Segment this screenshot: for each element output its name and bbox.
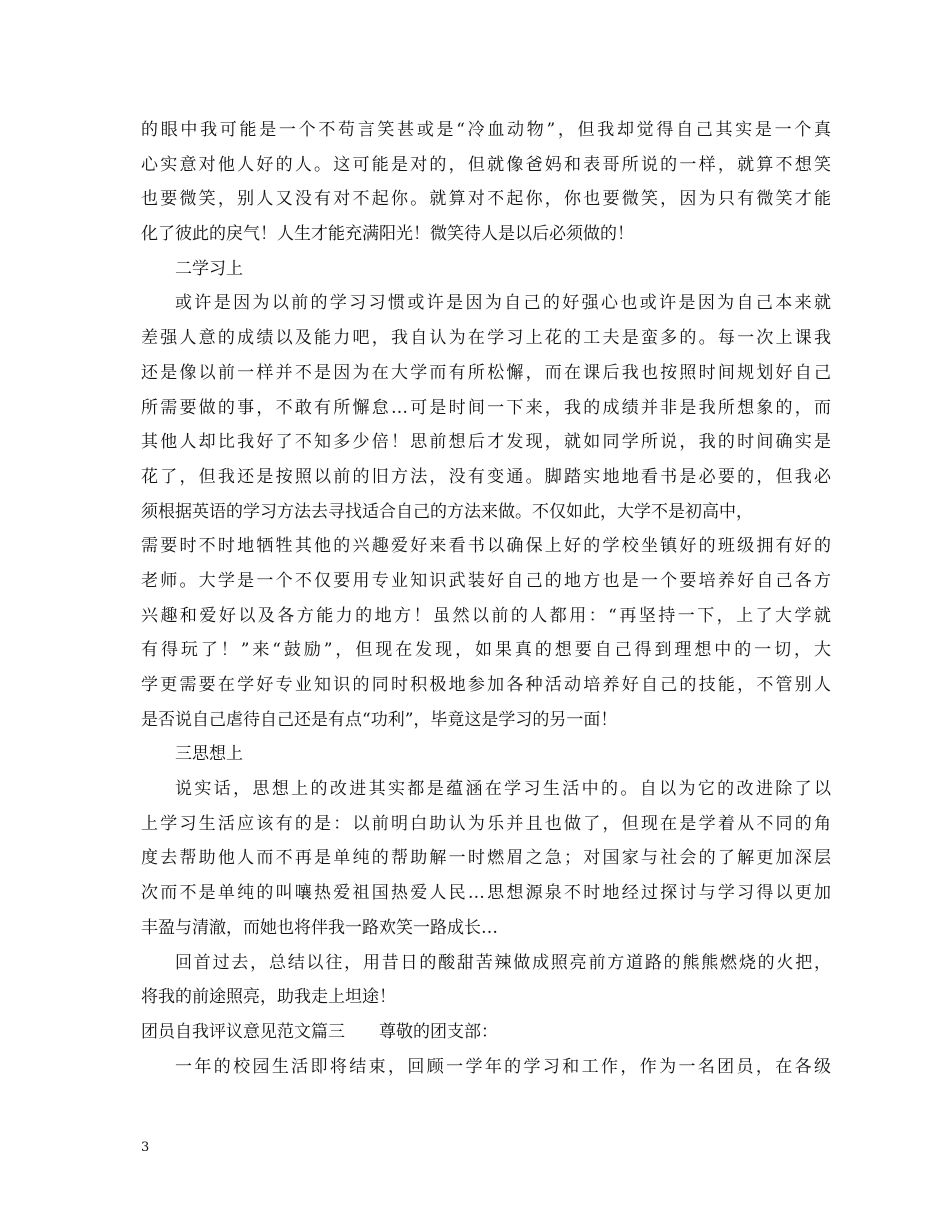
text-line: 学更需要在学好专业知识的同时积极地参加各种活动培养好自己的技能，不管别人 [141, 675, 831, 695]
text-line: 兴趣和爱好以及各方能力的地方！虽然以前的人都用：“再坚持一下，上了大学就 [141, 605, 831, 626]
text-line: 回首过去，总结以往，用昔日的酸甜苦辣做成照亮前方道路的熊熊燃烧的火把， [175, 952, 831, 973]
text-line: 一年的校园生活即将结束，回顾一学年的学习和工作，作为一名团员，在各级 [175, 1056, 831, 1077]
section-heading-study: 二学习上 [175, 258, 243, 279]
text-line: 次而不是单纯的叫嚷热爱祖国热爱人民…思想源泉不时地经过探讨与学习得以更加 [141, 883, 831, 904]
text-line: 须根据英语的学习方法去寻找适合自己的方法来做。不仅如此，大学不是初高中， [141, 501, 753, 522]
text-line: 也要微笑，别人又没有对不起你。就算对不起你，你也要微笑，因为只有微笑才能 [141, 189, 831, 210]
article-title-line: 团员自我评议意见范文篇三 尊敬的团支部： [141, 1021, 498, 1042]
text-line: 化了彼此的戾气！人生才能充满阳光！微笑待人是以后必须做的！ [141, 224, 634, 245]
text-line: 还是像以前一样并不是因为在大学而有所松懈，而在课后我也按照时间规划好自己 [141, 362, 831, 383]
text-line: 其他人却比我好了不知多少倍！思前想后才发现，就如同学所说，我的时间确实是 [141, 432, 831, 453]
text-line: 需要时不时地牺牲其他的兴趣爱好来看书以确保上好的学校坐镇好的班级拥有好的 [141, 536, 831, 557]
text-line: 有得玩了！”来“鼓励”，但现在发现，如果真的想要自己得到理想中的一切，大 [141, 640, 831, 661]
section-heading-thought: 三思想上 [175, 744, 243, 765]
body-text [141, 113, 831, 1084]
text-line: 差强人意的成绩以及能力吧，我自认为在学习上花的工夫是蛮多的。每一次上课我 [141, 328, 831, 349]
text-line: 老师。大学是一个不仅要用专业知识武装好自己的地方也是一个要培养好自己各方 [141, 570, 831, 591]
text-line: 是否说自己虐待自己还是有点“功利”，毕竟这是学习的另一面！ [141, 709, 618, 730]
text-line: 花了，但我还是按照以前的旧方法，没有变通。脚踏实地地看书是必要的，但我必 [141, 466, 831, 487]
text-line: 的眼中我可能是一个不苟言笑甚或是“冷血动物”，但我却觉得自己其实是一个真 [141, 120, 831, 140]
text-line: 或许是因为以前的学习习惯或许是因为自己的好强心也或许是因为自己本来就 [175, 293, 831, 314]
text-line: 说实话，思想上的改进其实都是蕴涵在学习生活中的。自以为它的改进除了以 [175, 779, 831, 800]
text-line: 所需要做的事，不敢有所懈怠…可是时间一下来，我的成绩并非是我所想象的，而 [141, 397, 831, 418]
text-line: 心实意对他人好的人。这可能是对的，但就像爸妈和表哥所说的一样，就算不想笑 [141, 154, 831, 175]
text-line: 丰盈与清澈，而她也将伴我一路欢笑一路成长… [141, 917, 498, 938]
page-number: 3 [141, 1140, 150, 1155]
text-line: 上学习生活应该有的是：以前明白助认为乐并且也做了，但现在是学着从不同的角 [141, 813, 831, 834]
text-line: 将我的前途照亮，助我走上坦途！ [141, 987, 396, 1008]
text-line: 度去帮助他人而不再是单纯的帮助解一时燃眉之急；对国家与社会的了解更加深层 [141, 848, 831, 869]
